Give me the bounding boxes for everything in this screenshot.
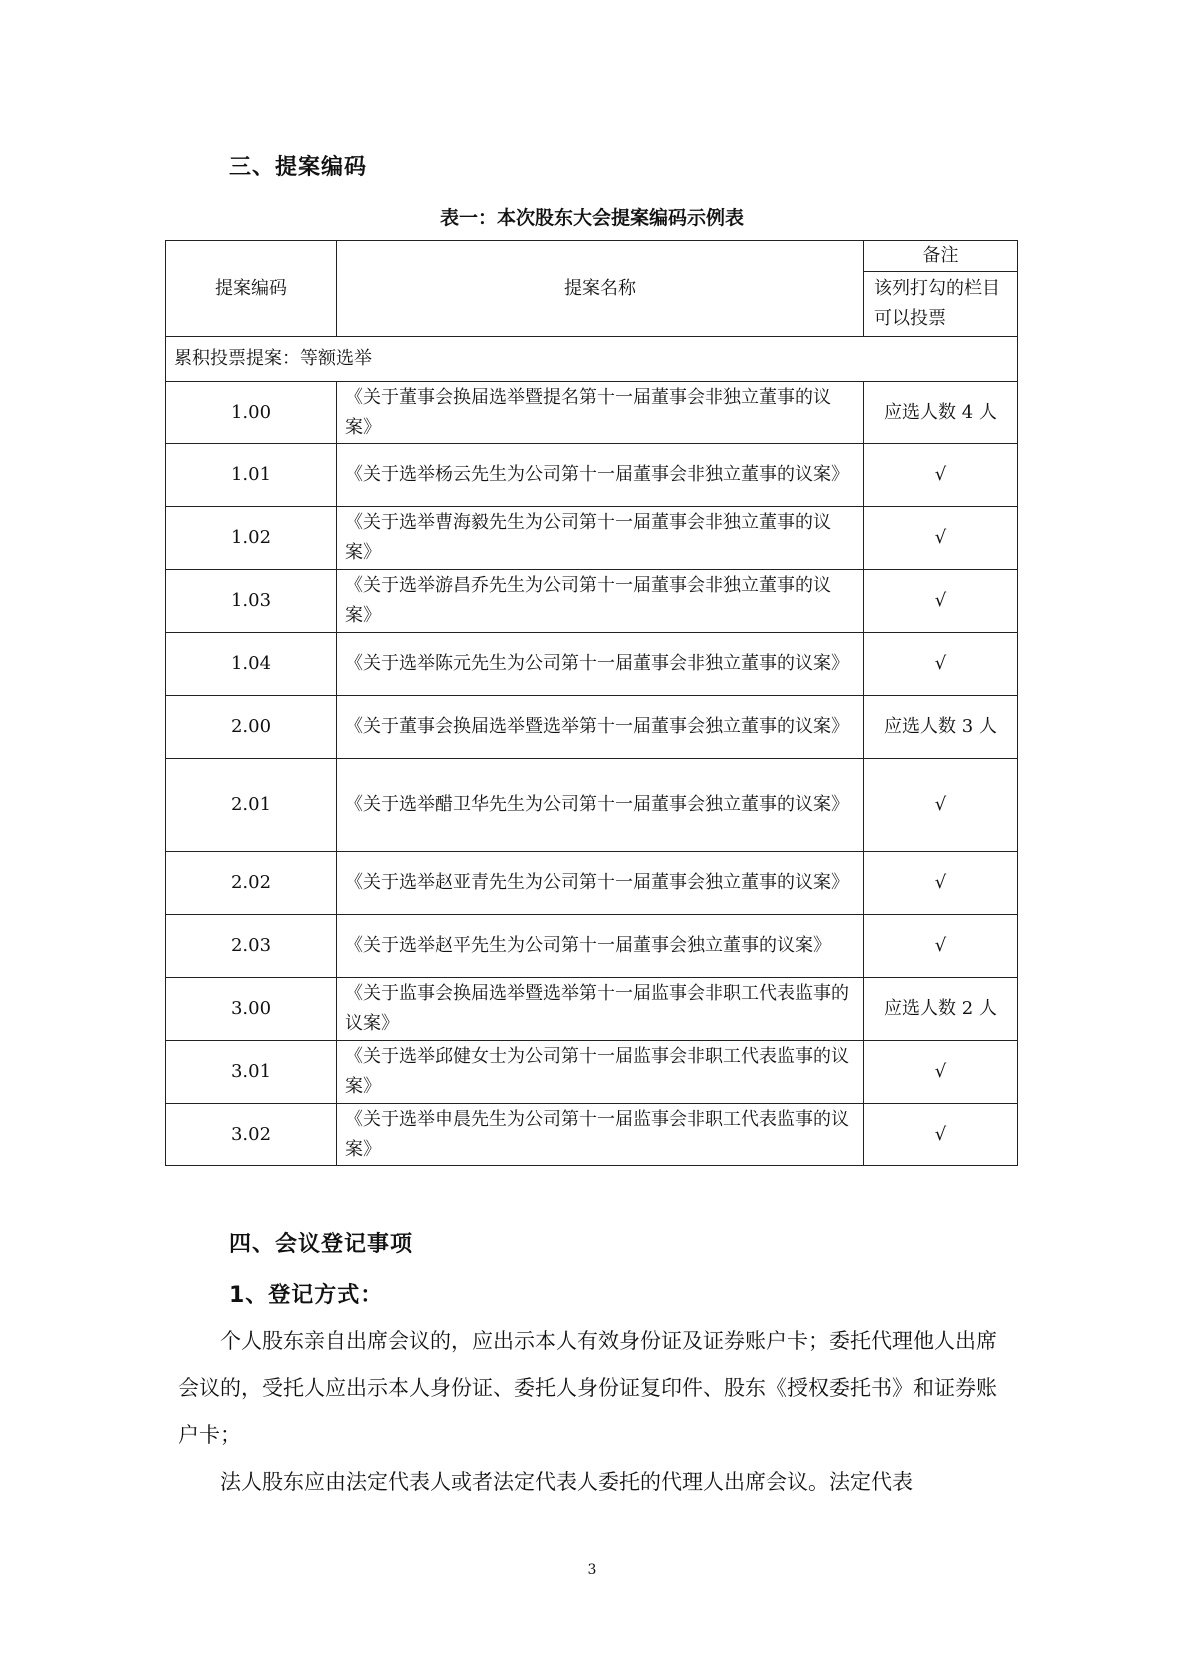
cumulative-row xyxy=(166,337,1018,382)
table-row xyxy=(166,852,1018,915)
table-row xyxy=(166,1041,1018,1104)
vote-check-mark: √ xyxy=(864,570,1018,633)
cumulative-label: 累积投票提案：等额选举 xyxy=(166,337,1018,382)
seats-to-elect: 应选人数 3 人 xyxy=(864,696,1018,759)
proposal-code: 3.02 xyxy=(166,1104,337,1166)
vote-check-mark: √ xyxy=(864,1041,1018,1104)
proposal-name: 《关于监事会换届选举暨选举第十一届监事会非职工代表监事的议案》 xyxy=(337,978,864,1041)
proposal-code: 1.03 xyxy=(166,570,337,633)
table-caption: 表一：本次股东大会提案编码示例表 xyxy=(439,207,744,229)
paragraph-individual-shareholders: 个人股东亲自出席会议的，应出示本人有效身份证及证券账户卡；委托代理他人出席会议的，受托人应出示本人身份证、委托人身份证复印件、股东《授权委托书》和证券账户卡； xyxy=(178,1329,997,1447)
table-header-row xyxy=(166,241,1018,337)
header-code: 提案编码 xyxy=(166,241,337,337)
vote-check-mark: √ xyxy=(864,444,1018,507)
paragraph-corporate-shareholders: 法人股东应由法定代表人或者法定代表人委托的代理人出席会议。法定代表 xyxy=(220,1470,913,1494)
page-number: 3 xyxy=(587,1562,597,1578)
proposal-name: 《关于选举游昌乔先生为公司第十一届董事会非独立董事的议案》 xyxy=(337,570,864,633)
table-row xyxy=(166,570,1018,633)
header-remark-title: 备注 xyxy=(864,241,1017,272)
proposal-name: 《关于董事会换届选举暨提名第十一届董事会非独立董事的议案》 xyxy=(337,382,864,444)
proposal-code: 1.00 xyxy=(166,382,337,444)
table-row xyxy=(166,444,1018,507)
proposal-name: 《关于董事会换届选举暨选举第十一届董事会独立董事的议案》 xyxy=(337,696,864,759)
proposal-code: 2.02 xyxy=(166,852,337,915)
table-row xyxy=(166,696,1018,759)
section-3-title: 三、提案编码 xyxy=(229,155,368,180)
vote-check-mark: √ xyxy=(864,1104,1018,1166)
seats-to-elect: 应选人数 4 人 xyxy=(864,382,1018,444)
proposal-name: 《关于选举陈元先生为公司第十一届董事会非独立董事的议案》 xyxy=(337,633,864,696)
proposal-name: 《关于选举曹海毅先生为公司第十一届董事会非独立董事的议案》 xyxy=(337,507,864,570)
proposal-name: 《关于选举邱健女士为公司第十一届监事会非职工代表监事的议案》 xyxy=(337,1041,864,1104)
subsection-1-title: 1、登记方式： xyxy=(229,1283,384,1308)
header-remark-desc: 该列打勾的栏目可以投票 xyxy=(874,278,1000,329)
proposal-code: 2.03 xyxy=(166,915,337,978)
vote-check-mark: √ xyxy=(864,915,1018,978)
proposal-code: 1.02 xyxy=(166,507,337,570)
seats-to-elect: 应选人数 2 人 xyxy=(864,978,1018,1041)
proposal-code: 2.01 xyxy=(166,759,337,852)
proposal-code: 1.04 xyxy=(166,633,337,696)
proposal-code: 2.00 xyxy=(166,696,337,759)
table-row xyxy=(166,507,1018,570)
table-row xyxy=(166,978,1018,1041)
proposal-name: 《关于选举醋卫华先生为公司第十一届董事会独立董事的议案》 xyxy=(337,759,864,852)
table-row xyxy=(166,915,1018,978)
proposal-name: 《关于选举赵平先生为公司第十一届董事会独立董事的议案》 xyxy=(337,915,864,978)
table-row xyxy=(166,759,1018,852)
proposal-code: 1.01 xyxy=(166,444,337,507)
section-4-title: 四、会议登记事项 xyxy=(229,1232,414,1257)
header-name: 提案名称 xyxy=(337,241,864,337)
table-row xyxy=(166,633,1018,696)
vote-check-mark: √ xyxy=(864,633,1018,696)
proposal-name: 《关于选举杨云先生为公司第十一届董事会非独立董事的议案》 xyxy=(337,444,864,507)
proposal-code: 3.01 xyxy=(166,1041,337,1104)
proposal-name: 《关于选举赵亚青先生为公司第十一届董事会独立董事的议案》 xyxy=(337,852,864,915)
vote-check-mark: √ xyxy=(864,759,1018,852)
header-remark xyxy=(864,241,1018,337)
proposal-code: 3.00 xyxy=(166,978,337,1041)
vote-check-mark: √ xyxy=(864,507,1018,570)
proposal-name: 《关于选举申晨先生为公司第十一届监事会非职工代表监事的议案》 xyxy=(337,1104,864,1166)
vote-check-mark: √ xyxy=(864,852,1018,915)
table-row xyxy=(166,382,1018,444)
proposal-code-table xyxy=(165,240,1018,1166)
table-row xyxy=(166,1104,1018,1166)
